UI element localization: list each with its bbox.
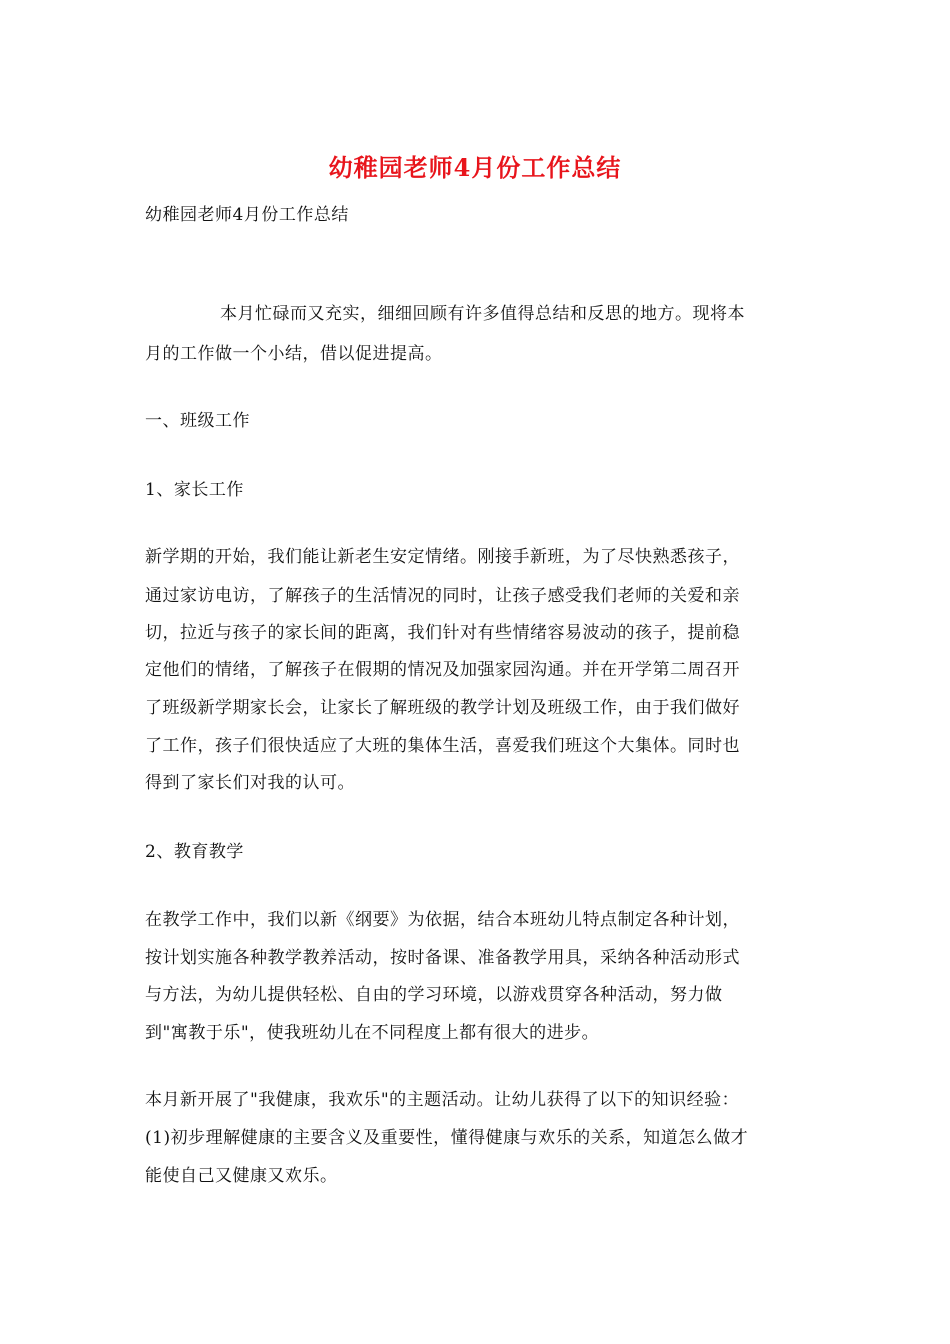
para2-line: 按计划实施各种教学教养活动，按时备课、准备教学用具，采纳各种活动形式 [145,948,740,968]
para1-line: 定他们的情绪，了解孩子在假期的情况及加强家园沟通。并在开学第二周召开 [145,660,740,680]
para1-line: 切，拉近与孩子的家长间的距离，我们针对有些情绪容易波动的孩子，提前稳 [145,623,740,643]
para2-line: 在教学工作中，我们以新《纲要》为依据，结合本班幼儿特点制定各种计划， [145,910,740,930]
para1-line: 新学期的开始，我们能让新老生安定情绪。刚接手新班，为了尽快熟悉孩子， [145,547,740,567]
para3-line: 本月新开展了"我健康，我欢乐"的主题活动。让幼儿获得了以下的知识经验： [145,1090,740,1110]
document-subtitle: 幼稚园老师4月份工作总结 [145,205,349,225]
para3-line: 能使自己又健康又欢乐。 [145,1166,338,1186]
section-heading-class-work: 一、班级工作 [145,411,250,431]
subheading-parent-work: 1、家长工作 [145,480,244,500]
para2-line: 到"寓教于乐"，使我班幼儿在不同程度上都有很大的进步。 [145,1023,600,1043]
intro-line-2: 月的工作做一个小结，借以促进提高。 [145,344,443,364]
para1-line: 了班级新学期家长会，让家长了解班级的教学计划及班级工作，由于我们做好 [145,698,740,718]
para1-line: 得到了家长们对我的认可。 [145,773,355,793]
para1-line: 通过家访电访，了解孩子的生活情况的同时，让孩子感受我们老师的关爱和亲 [145,586,740,606]
subheading-education: 2、教育教学 [145,842,244,862]
para2-line: 与方法，为幼儿提供轻松、自由的学习环境，以游戏贯穿各种活动，努力做 [145,985,723,1005]
para3-line: (1)初步理解健康的主要含义及重要性，懂得健康与欢乐的关系，知道怎么做才 [145,1128,749,1148]
document-title: 幼稚园老师4月份工作总结 [328,153,622,182]
intro-line-1: 本月忙碌而又充实，细细回顾有许多值得总结和反思的地方。现将本 [220,304,745,324]
para1-line: 了工作，孩子们很快适应了大班的集体生活，喜爱我们班这个大集体。同时也 [145,736,740,756]
